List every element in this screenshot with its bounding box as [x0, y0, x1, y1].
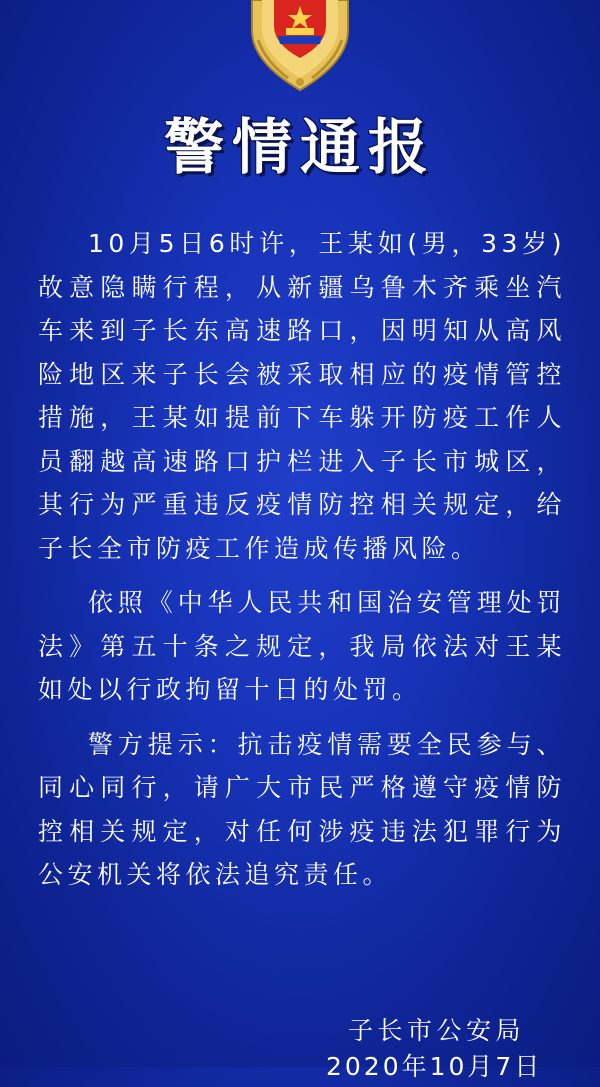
notice-paragraph-incident: 10月5日6时许，王某如(男，33岁)故意隐瞒行程，从新疆乌鲁木齐乘坐汽车来到子长东高速路口，因明知从高风险地区来子长会被采取相应的疫情管控措施，王某如提前下车躲开防疫工作人员翻越高速路口护栏进入子长市城区，其行为严重违反疫情防控相关规定，给子长全市防疫工作造成传播风险。: [38, 229, 566, 563]
police-emblem-icon: [242, 0, 358, 92]
notice-title: 警情通报: [164, 113, 436, 183]
issuing-agency: 子长市公安局: [348, 1016, 526, 1045]
notice-body: [38, 222, 566, 908]
issue-date: 2020年10月7日: [326, 1052, 543, 1081]
notice-paragraph-warning: 警方提示：抗击疫情需要全民参与、同心同行，请广大市民严格遵守疫情防控相关规定，对任何涉疫违法犯罪行为公安机关将依法追究责任。: [38, 729, 566, 889]
notice-paragraph-penalty: 依照《中华人民共和国治安管理处罚法》第五十条之规定，我局依法对王某如处以行政拘留十日的处罚。: [38, 588, 566, 704]
